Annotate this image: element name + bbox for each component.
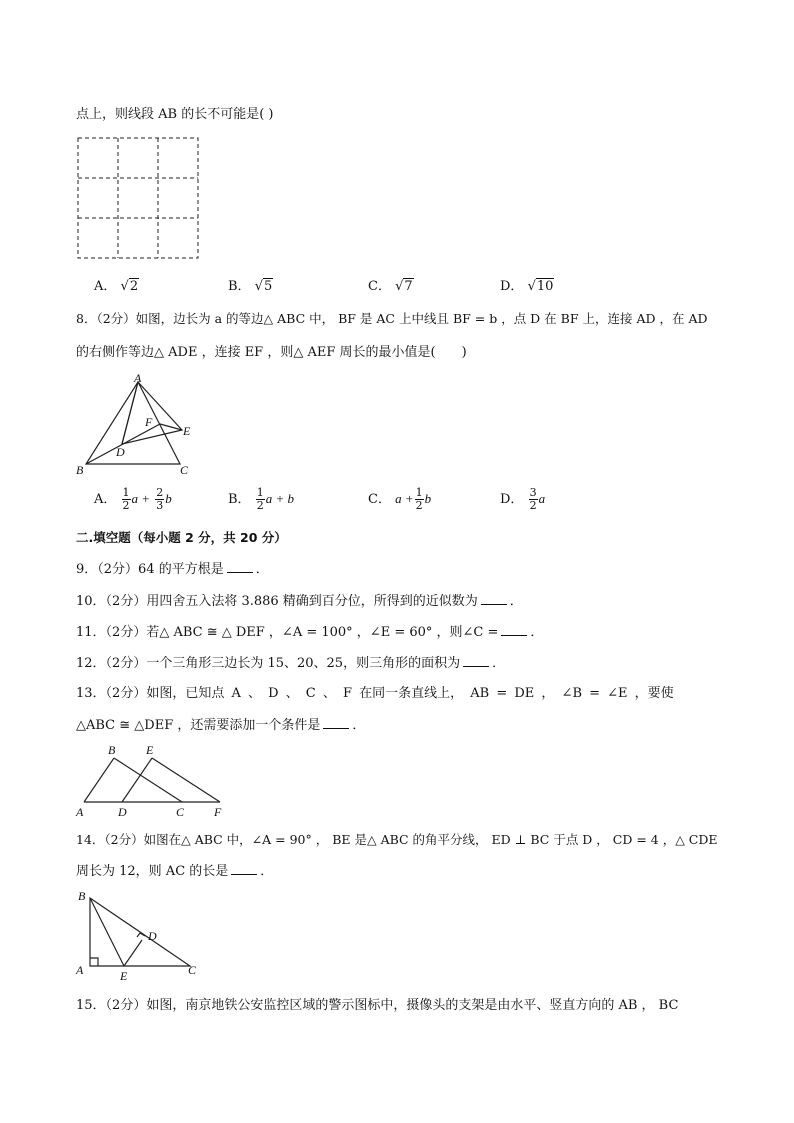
q14-figure — [72, 884, 212, 984]
q12-answer-blank[interactable] — [463, 654, 489, 667]
q13-label-c: C — [176, 805, 185, 819]
q14-label-e: E — [120, 969, 128, 983]
q8-label-c: C — [180, 463, 189, 477]
q8-label-a: A — [134, 372, 142, 385]
q14-label-d: D — [148, 929, 157, 943]
q13-stem-line2: △ABC ≅ △DEF ，还需要添加一个条件是 ． — [76, 718, 366, 733]
q8-option-d[interactable]: D． $\frac{3}{2}$ a — [500, 486, 546, 512]
q14-label-a: A — [76, 963, 84, 977]
q13-label-e: E — [146, 743, 154, 757]
q8-option-c[interactable]: C． a + $\frac{1}{2}$ b — [368, 486, 432, 512]
q14-label-c: C — [188, 963, 197, 977]
q8-label-d: D — [116, 445, 125, 459]
section-fill-in-title: 二.填空题（每小题 2 分，共 20 分） — [76, 530, 287, 545]
q8-option-a[interactable]: A． $\frac{1}{2}$ a + $\frac{2}{3}$ b — [94, 486, 172, 512]
q11-answer-blank[interactable] — [501, 623, 527, 636]
q7-grid-figure — [76, 136, 200, 260]
q13-answer-blank[interactable] — [323, 716, 349, 729]
q9-answer-blank[interactable] — [227, 560, 253, 573]
q7-option-d[interactable]: D． √10 — [500, 279, 554, 294]
q13-label-d: D — [118, 805, 127, 819]
q9: 9．（2分）64 的平方根是 ． — [76, 562, 269, 577]
q14-answer-blank[interactable] — [231, 862, 257, 875]
q8-stem-line2: 的右侧作等边△ ADE ，连接 EF ，则△ AEF 周长的最小值是( ) — [76, 345, 467, 360]
q10-answer-blank[interactable] — [481, 592, 507, 605]
q15-stem-line1: 15．（2分）如图，南京地铁公安监控区域的警示图标中，摄像头的支架是由水平、竖直方向的 AB ， BC — [76, 998, 679, 1013]
q8-label-f: F — [145, 415, 153, 429]
q7-option-b[interactable]: B． √5 — [228, 279, 273, 294]
q8-stem-line1: 8．（2分）如图，边长为 a 的等边△ ABC 中， BF 是 AC 上中线且 BF = b ，点 D 在 BF 上，连接 AD ，在 AD — [76, 311, 708, 326]
q8-label-b: B — [76, 463, 84, 477]
q8-label-e: E — [183, 424, 191, 438]
q14-label-b: B — [78, 889, 86, 903]
q7-stem-tail: 点上，则线段 AB 的长不可能是( ) — [76, 107, 274, 122]
q12: 12．（2分）一个三角形三边长为 15、20、25，则三角形的面积为 ． — [76, 656, 506, 671]
q13-label-f: F — [214, 805, 222, 819]
q13-figure — [72, 740, 232, 822]
q8-option-b[interactable]: B． $\frac{1}{2}$ a + b — [228, 486, 294, 512]
q11: 11．（2分）若△ ABC ≅ △ DEF ，∠A = 100° ，∠E = 60° ，则∠C = ． — [76, 625, 544, 640]
q10: 10．（2分）用四舍五入法将 3.886 精确到百分位，所得到的近似数为 ． — [76, 594, 523, 609]
q14-stem-line1: 14．（2分）如图在△ ABC 中，∠A = 90° ， BE 是△ ABC 的角平分线， ED ⊥ BC 于点 D ， CD = 4 ，△ CDE — [76, 832, 718, 847]
q13-label-b: B — [108, 743, 116, 757]
q14-stem-line2: 周长为 12，则 AC 的长是 ． — [76, 864, 274, 879]
q7-option-a[interactable]: A． √2 — [94, 279, 139, 294]
q7-option-c[interactable]: C． √7 — [368, 279, 413, 294]
q8-figure — [72, 372, 202, 480]
q13-stem-line1: 13．（2分）如图，已知点 A 、 D 、 C 、 F 在同一条直线上， AB = DE ， ∠B = ∠E ，要使 — [76, 686, 674, 701]
q13-label-a: A — [76, 805, 84, 819]
